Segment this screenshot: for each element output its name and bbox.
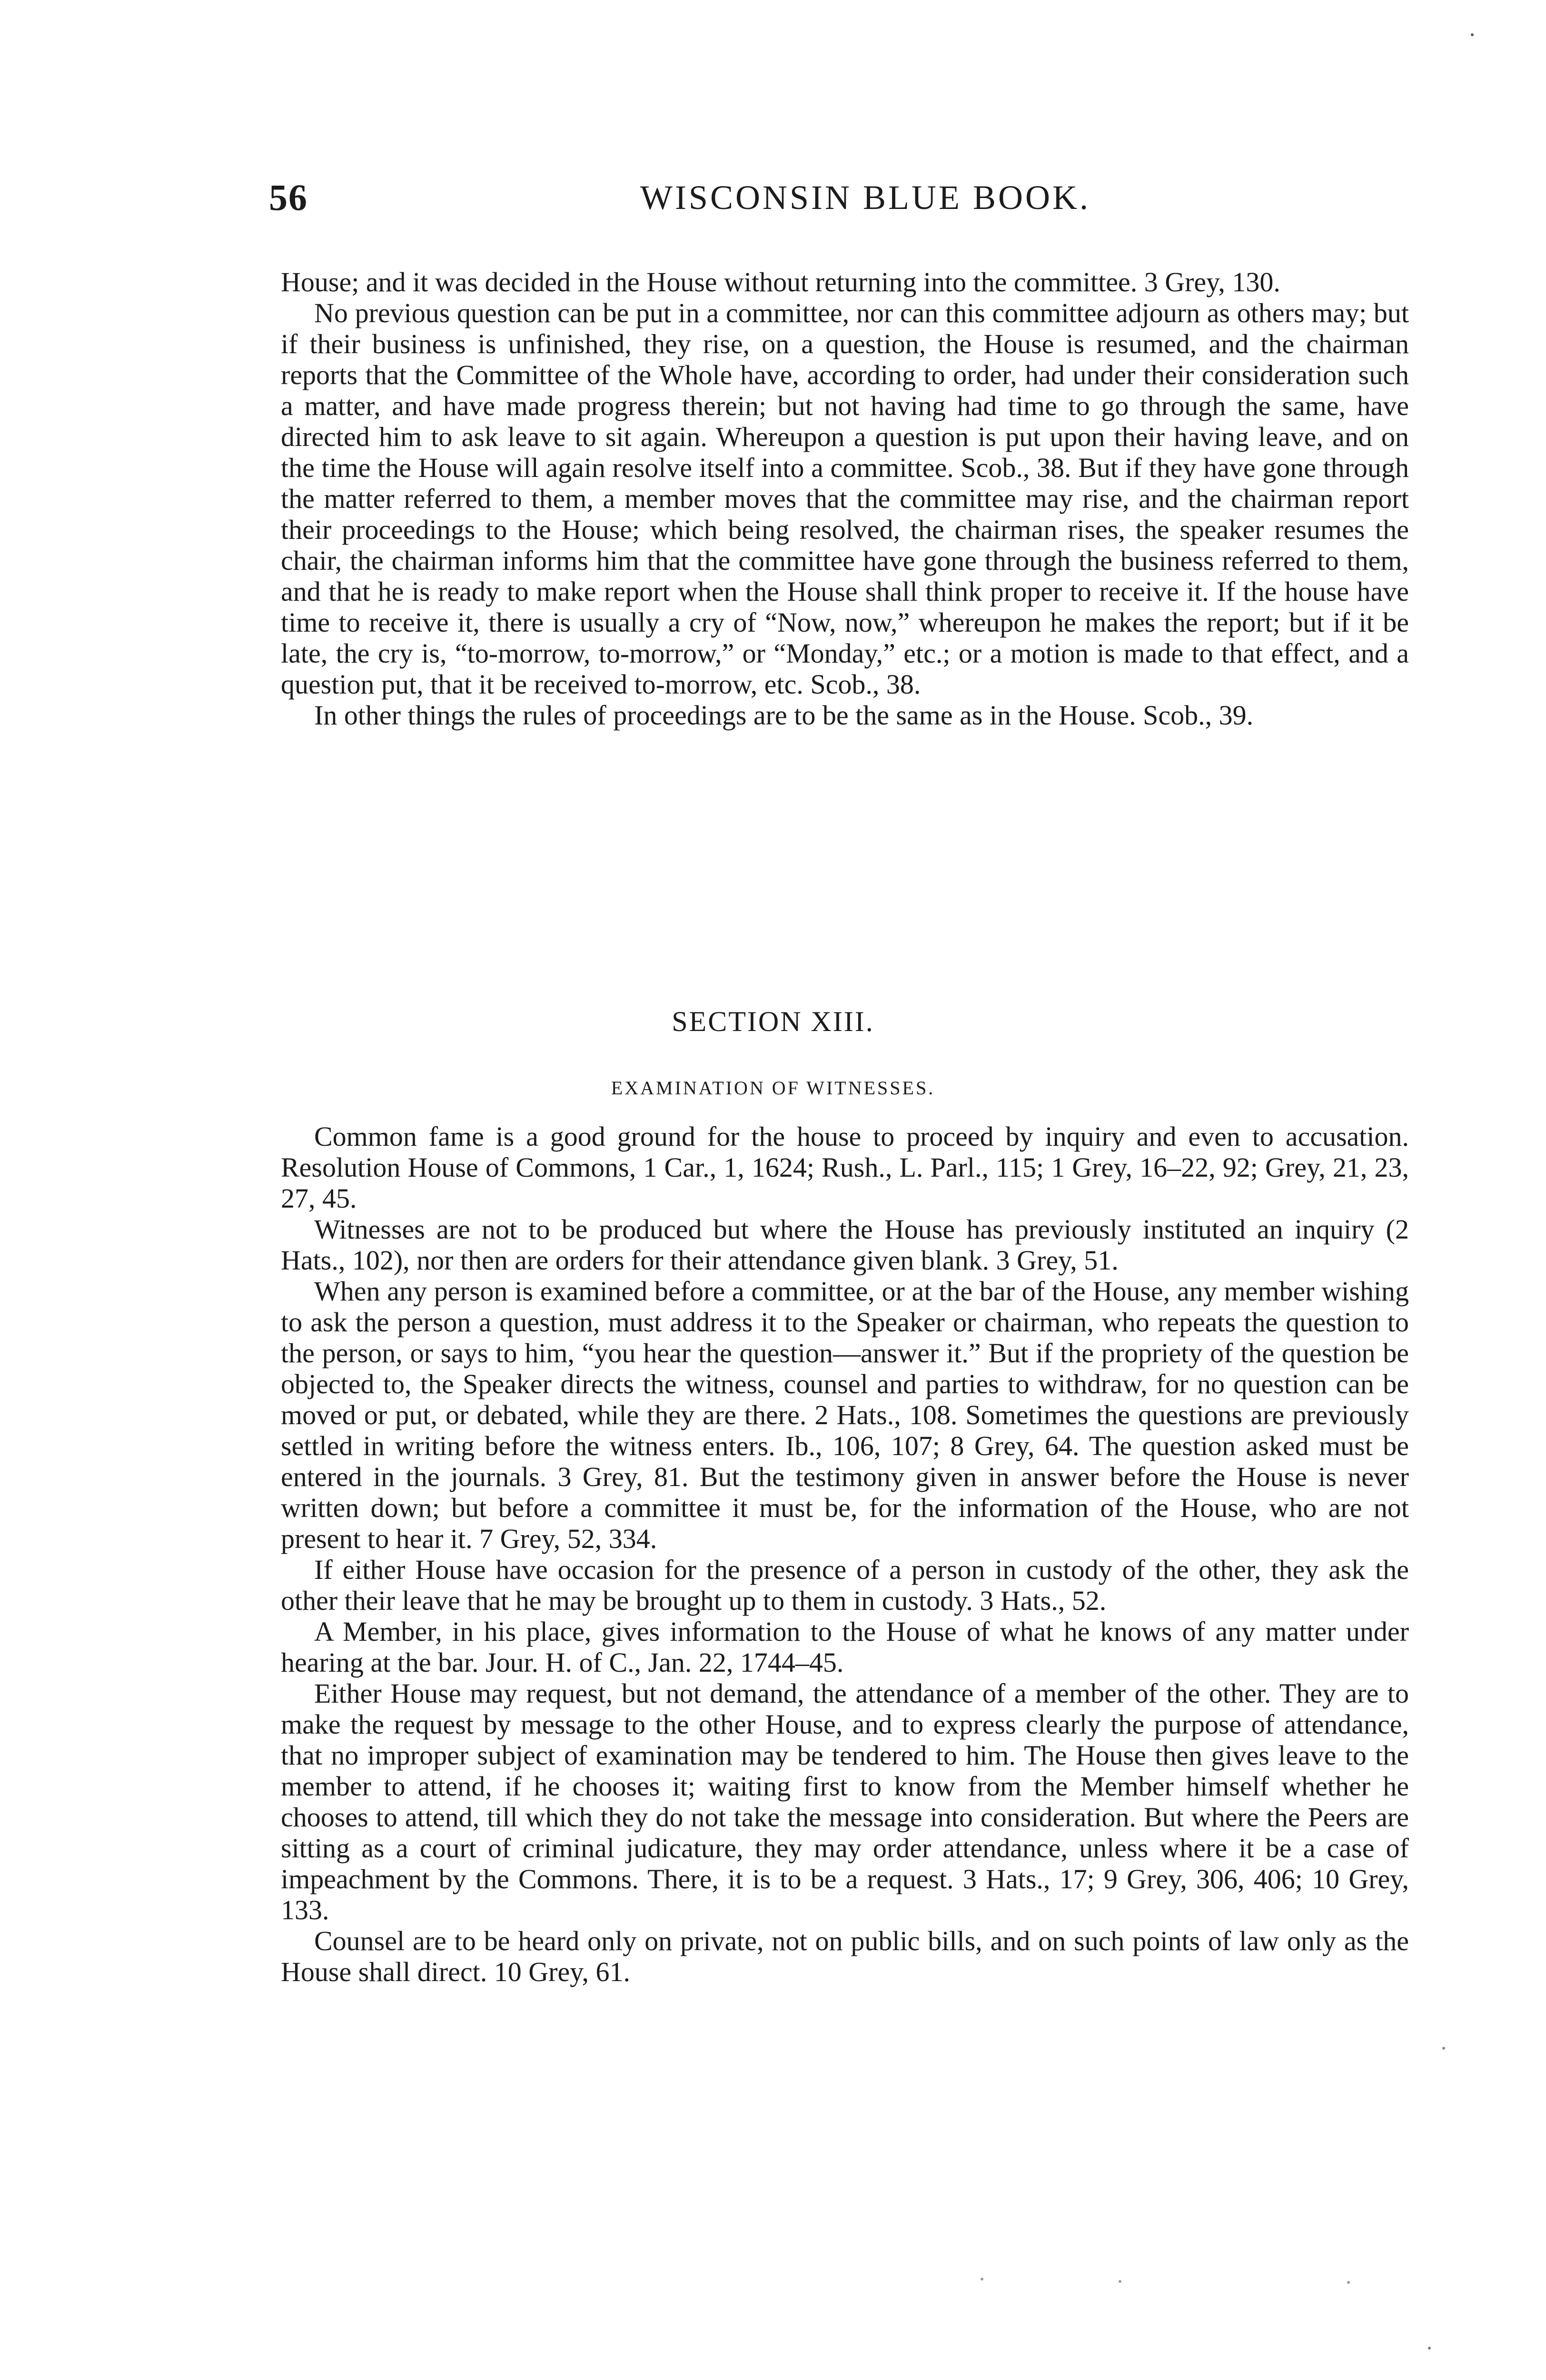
paragraph: Either House may request, but not demand, the attendance of a member of the other. They are to make the request by message to the other House, and to express clearly the purpose of attendance, that no improper subject of examination may be tendered to him. The House then gives leave to the member to attend, if he chooses it; waiting first to know from the Member himself whether he chooses to attend, till which they do not take the message into consideration. But where the Peers are sitting as a court of criminal judicature, they may order attendance, unless where it be a case of impeachment by the Commons. There, it is to be a request. 3 Hats., 17; 9 Grey, 306, 406; 10 Grey, 133. [281,1678,1409,1925]
section-text [281,1121,1409,1987]
scan-speck [981,2278,983,2281]
paragraph: A Member, in his place, gives information to the House of what he knows of any matter under hearing at the bar. Jour. H. of C., Jan. 22, 1744–45. [281,1616,1409,1678]
page-number: 56 [269,177,308,218]
paragraph: House; and it was decided in the House without returning into the committee. 3 Grey, 130. [281,267,1280,298]
paragraph: Common fame is a good ground for the house to proceed by inquiry and even to accusation. Resolution House of Commons, 1 Car., 1, 1624; Rush., L. Parl., 115; 1 Grey, 16–22, 92; Grey, 21, 23, 27, 45. [281,1121,1409,1214]
scan-speck [1442,2047,1445,2050]
running-head [269,171,1421,224]
paragraph: In other things the rules of proceedings are to be the same as in the House. Scob., 39. [314,700,1254,731]
paragraph: Witnesses are not to be produced but where the House has previously instituted an inquiry (2 Hats., 102), nor then are orders for their attendance given blank. 3 Grey, 51. [281,1214,1409,1276]
paragraph: Counsel are to be heard only on private, not on public bills, and on such points of law only as the House shall direct. 10 Grey, 61. [281,1925,1409,1987]
running-title: WISCONSIN BLUE BOOK. [640,178,1090,217]
section-subheading: EXAMINATION OF WITNESSES. [611,1077,935,1099]
section-heading: SECTION XIII. [672,1006,874,1037]
scan-speck [1347,2281,1350,2284]
continued-text [281,267,1409,731]
paragraph: When any person is examined before a committee, or at the bar of the House, any member wishing to ask the person a question, must address it to the Speaker or chairman, who repeats the question to the person, or says to him, “you hear the question—answer it.” But if the propriety of the question be objected to, the Speaker directs the witness, counsel and parties to withdraw, for no question can be moved or put, or debated, while they are there. 2 Hats., 108. Sometimes the questions are previously settled in writing before the witness enters. Ib., 106, 107; 8 Grey, 64. The question asked must be entered in the journals. 3 Grey, 81. But the testimony given in answer before the House is never written down; but before a committee it must be, for the information of the House, who are not present to hear it. 7 Grey, 52, 334. [281,1276,1409,1554]
paragraph: If either House have occasion for the presence of a person in custody of the other, they ask the other their leave that he may be brought up to them in custody. 3 Hats., 52. [281,1554,1409,1616]
scan-speck [1119,2280,1121,2283]
scan-speck [1471,33,1474,36]
scan-speck [1428,2347,1431,2350]
paragraph: No previous question can be put in a committee, nor can this committee adjourn as others may; but if their business is unfinished, they rise, on a question, the House is resumed, and the chairman reports that the Committee of the Whole have, according to order, had under their consideration such a matter, and have made progress therein; but not having had time to go through the same, have directed him to ask leave to sit again. Whereupon a question is put upon their having leave, and on the time the House will again resolve itself into a committee. Scob., 38. But if they have gone through the matter referred to them, a member moves that the committee may rise, and the chairman report their proceedings to the House; which being resolved, the chairman rises, the speaker resumes the chair, the chairman informs him that the committee have gone through the business referred to them, and that he is ready to make report when the House shall think proper to receive it. If the house have time to receive it, there is usually a cry of “Now, now,” whereupon he makes the report; but if it be late, the cry is, “to-morrow, to-morrow,” or “Monday,” etc.; or a motion is made to that effect, and a question put, that it be received to-morrow, etc. Scob., 38. [281,298,1409,700]
